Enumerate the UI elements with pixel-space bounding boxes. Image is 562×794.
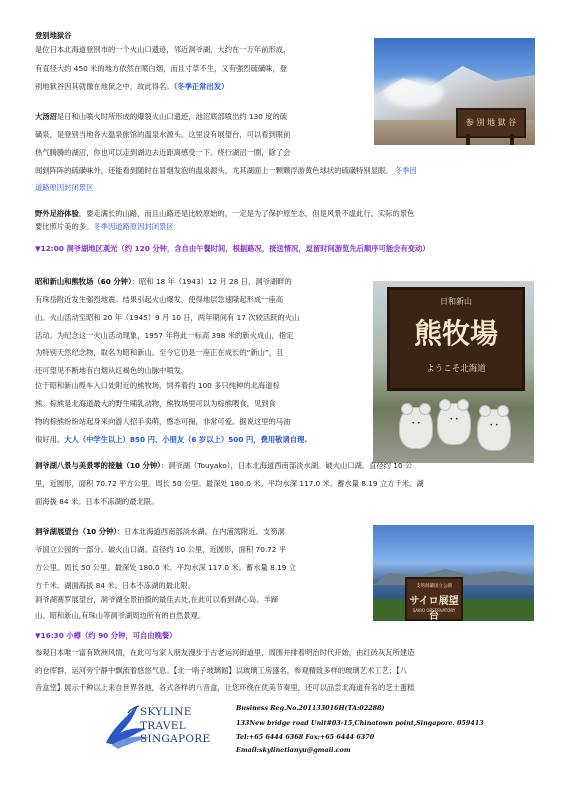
observatory-line-1	[35, 525, 285, 538]
jigokudani-title: 登别地狱谷	[35, 31, 72, 40]
lake-eight-line-2: 里，近圆形，面积 70.72 平方公里。周长 50 公里。最深处 180.0 米。平均水深 117.0 米。蓄水量 8.19 立方千米。湖	[35, 479, 424, 488]
sign-main-text: 熊牧場	[413, 317, 498, 350]
oyunuma-line-2: 磺泉，是登别当地各大温泉旅馆的温泉水源头。这里设有展望台，可以看到眼前	[35, 130, 291, 139]
jigokudani-line-1: 是位日本北海道登別市的一个火山口遗迹，邻近洞爷湖，大约在一万年前形成，	[35, 45, 291, 54]
oyunuma-line-3: 热气腾腾的湖沼，你也可以走到湖边去近距离感受一下。绕行湖沼一圈，除了会	[35, 148, 291, 157]
observatory-title: 洞爷湖展望台（10 分钟）	[35, 527, 118, 536]
bear-ranch-photo	[373, 281, 534, 463]
oyunuma-line-4	[35, 164, 417, 177]
otaru-heading: ▼16:30 小樽（约 90 分钟，可自由晚餐）	[35, 631, 177, 640]
otaru-line-3: 音盒堂】展示千种以上来自世界各地，各式各样的八音盒，让您环绕在优美节奏里，还可以品尝北海道有名的芝士蛋糕	[35, 683, 415, 692]
bear-statue: • •	[437, 403, 471, 445]
lake-eight-title: 洞爷湖八景与美景零的接触（10 分钟）	[35, 461, 161, 470]
jigokudani-line-3	[35, 80, 228, 93]
oyunuma-note-1: 冬季因	[394, 166, 417, 175]
footbath-line-2	[35, 220, 174, 233]
footbath-note: 冬季因道路原因封闭景区	[93, 222, 174, 231]
steam	[384, 78, 444, 108]
sign-main-text: サイロ展望台	[409, 596, 459, 621]
bear-ranch-price: 大人（中学生以上）850 円、小朋友（6 岁以上）500 円，费用敬请自理.	[64, 435, 308, 444]
brand-travel: TRAVEL	[140, 720, 186, 732]
company-address: 133New bridge road Unit#03-15,Chinatown point,Singapore. 059413	[236, 719, 484, 727]
observatory-line-1-text: ：日本北海道西南部淡水湖。在内浦湾附近。支笏洞	[117, 527, 285, 536]
footbath-line-1	[35, 207, 414, 220]
brand-skyline: SKYLINE	[140, 706, 192, 718]
business-reg: Business Reg.No.201133016H(TA:02288)	[236, 704, 385, 712]
observatory-line-6: 山、昭和新山,有珠山等洞爷湖周边所有的自然景观。	[35, 611, 206, 620]
footbath-line-1-text: ，要走满长的山路，而且山路还是比较原始的，一定是为了保护原生态，但是风景不虚此行。实际的景色	[78, 209, 415, 218]
showa-line-1-text: ：昭和 18 年（1943）12 月 28 日，洞爷湖畔的	[131, 277, 292, 286]
jigokudani-line-3-text: 别地狱谷因其就像在地狱之中，故此得名。	[35, 82, 174, 91]
jigokudani-sign: 参 別 地 獄 谷	[456, 108, 526, 138]
bear-statue: • •	[477, 409, 511, 451]
brand-singapore: SINGAPORE	[140, 733, 211, 745]
observatory-line-5: 洞爷湖赛罗展望台，洞爷湖全景拍摄的最佳去处,在此可以看到湖心岛、羊蹄	[35, 595, 279, 604]
sign-top-text: 支笏洞爺国立公園	[416, 584, 452, 589]
bear-line-3: 物的棕熊纷纷站起身来向游人招手卖萌，憨态可掬，非常可爱。据说这里的马油	[35, 417, 291, 426]
showa-line-1	[35, 275, 292, 288]
bear-line-4-text: 很好用。	[35, 435, 65, 444]
showa-line-2: 有珠岳附近发生强烈地震。结果引起火山爆发，使得地层急速隆起形成一座高	[35, 295, 284, 304]
showa-line-3: 山。火山活动至昭和 20 年（1945）9 月 10 日，两年期间有 17 次较活跃的火山	[35, 313, 300, 322]
lake-eight-line-3: 面海拔 84 米。日本不冻湖的最北限。	[35, 497, 159, 506]
bear-ranch-sign	[387, 287, 525, 391]
showa-line-5: 为特别天然纪念物，取名为昭和新山。至今它仍是一座正在成长的“新山”，且	[35, 348, 284, 357]
oyunuma-line-1-text: 是日和山喷火时所形成的爆裂火山口遗迹，池沼底部喷出约 130 度的硫	[56, 112, 288, 121]
showa-title: 昭和新山和熊牧场（60 分钟）	[35, 277, 132, 286]
jigokudani-line-2: 有直径大约 450 米的地方依然在喷白烟，而且寸草不生，又有强烈硫磺味，登	[35, 64, 288, 73]
oyunuma-title: 大汤沼	[35, 112, 57, 121]
jigokudani-note: （冬季正常出发）	[173, 82, 229, 91]
bear-line-2: 熊。棕熊是北海道最大的野生哺乳动物，熊牧场里可以为棕熊喂食，见到食	[35, 399, 276, 408]
lake-eight-line-1-text: ：洞爷湖（Touyako），日本北海道西南部淡水湖。破火山口湖。直径约 10 公	[160, 461, 413, 470]
otaru-line-2: 的仓库群，运河旁宁静中飘流着悠悠气息。【北一哨子玻璃館】以玻璃工房盛名，参观精致多样的玻璃艺术工艺；【八	[35, 666, 408, 675]
observatory-line-3: 方公里。周长 50 公里。最深处 180.0 米。平均水深 117.0 米。蓄水量 8.19 立	[35, 563, 296, 572]
showa-line-6: 还可望见不断地有白烟从红褐色的山脉中喷发。	[35, 366, 189, 375]
bear-line-4	[35, 433, 307, 446]
jigokudani-photo	[374, 38, 535, 145]
bear-statue: • •	[399, 407, 433, 449]
sign-top-text: 日和新山	[440, 297, 472, 306]
showa-line-4: 活动。为纪念这一火山活动现象，1957 年将此一标高 398 米的新火成山，指定	[35, 331, 294, 340]
footbath-title: 野外足浴体验	[35, 209, 79, 218]
sign-post	[466, 134, 470, 145]
bear-line-1: 位于昭和新山缆车入口处附近的熊牧场，饲养着约 100 多只纯种的北海道棕	[35, 381, 280, 390]
lake-eight-line-1	[35, 459, 412, 472]
toya-lake-heading: ▼12:00 洞爷湖地区观光（约 120 分钟，含自由午餐时间，根据路况，接送情况，逗留时间游览先后顺序可能会有变动）	[35, 244, 430, 253]
observatory-line-4: 方千米。湖面海拔 84 米。日本不冻湖的最北限。	[35, 581, 195, 590]
company-email: Email:skylinetianyu@gmail.com	[236, 746, 351, 754]
observatory-sign	[405, 577, 463, 621]
footbath-line-2-text: 要比照片美的多。	[35, 222, 94, 231]
sign-bottom-text: ようこそ北海道	[426, 364, 486, 374]
lake-observatory-photo	[373, 525, 534, 621]
observatory-line-2: 爷国立公园的一部分。破火山口湖。直径约 10 公里，近圆形，面积 70.72 平	[35, 545, 287, 554]
sign-post	[510, 134, 514, 145]
oyunuma-note-2: 道路原因封闭景区	[35, 183, 94, 192]
sign-bottom-text: SAIRO OBSERVATORY	[412, 608, 456, 613]
otaru-line-1: 参观日本唯一富有欧洲风情，在此可与家人朋友漫步于古老运河街道里，周围井排着明治时代开始，由红砖灰瓦所建造	[35, 648, 415, 657]
company-phone-fax: Tel:+65 6444 6368 Fax:+65 6444 6370	[236, 733, 375, 741]
oyunuma-line-4-text: 闻到阵阵的硫磺味外，还能看到随时在冒烟发泡的温泉源头，尤其湖面上一颗颗浮游黄色球状的硫磺特别显眼。	[35, 166, 393, 175]
oyunuma-line-1	[35, 110, 287, 123]
